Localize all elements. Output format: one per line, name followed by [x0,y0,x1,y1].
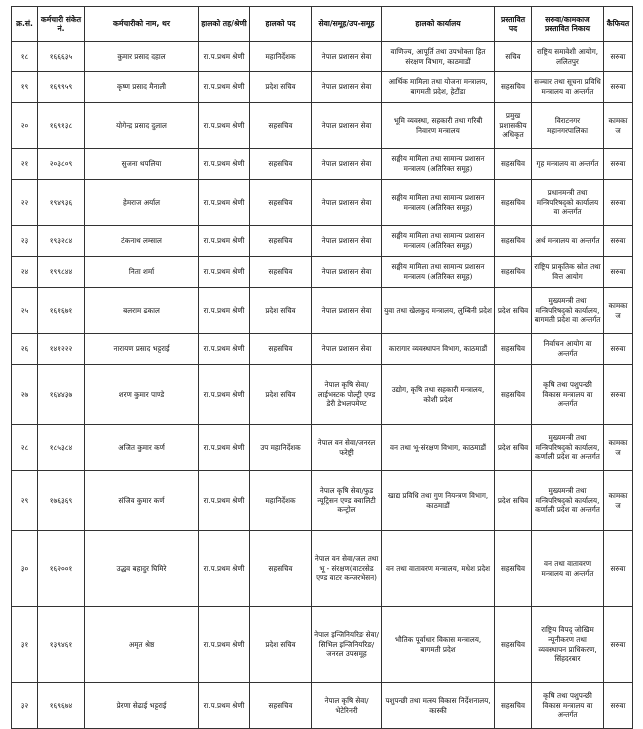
cell-remark: कामकाज [604,103,633,149]
table-header-row [12,7,633,42]
cell-service-group: नेपाल प्रशासन सेवा [312,257,382,288]
cell-current-office: भूमि व्यवस्था, सहकारी तथा गरिबी निवारण मन्त्रालय [382,103,495,149]
cell-service-group: नेपाल प्रशासन सेवा [312,180,382,226]
cell-current-level: रा.प.प्रथम श्रेणी [199,103,250,149]
cell-current-post: सहसचिव [250,531,312,607]
cell-serial-number: २६ [12,334,38,365]
cell-employee-name: अमृत श्रेष्ठ [85,607,199,683]
cell-current-office: सङ्घीय मामिला तथा सामान्य प्रशासन मन्त्रालय (अतिरिक्त समूह) [382,180,495,226]
cell-remark: सरुवा [604,226,633,257]
cell-serial-number: ३२ [12,683,38,729]
cell-service-group: नेपाल प्रशासन सेवा [312,42,382,72]
header-current-post: हालको पद [250,7,312,42]
cell-employee-name: कृष्ण प्रसाद मैनाली [85,72,199,103]
cell-proposed-body: राष्ट्रिय प्राकृतिक स्रोत तथा वित्त आयोग [532,257,604,288]
cell-proposed-body: वन तथा वातावरण मन्त्रालय वा अन्तर्गत [532,531,604,607]
cell-current-level: रा.प.प्रथम श्रेणी [199,334,250,365]
cell-current-office: खाद्य प्रविधि तथा गुण नियन्त्रण विभाग, काठमाडौं [382,471,495,531]
table-row [12,683,633,729]
table-row [12,471,633,531]
cell-current-office: कारागार व्यवस्थापन विभाग, काठमाडौं [382,334,495,365]
cell-service-group: नेपाल प्रशासन सेवा [312,149,382,180]
cell-serial-number: २५ [12,288,38,334]
cell-current-level: रा.प.प्रथम श्रेणी [199,42,250,72]
cell-remark: सरुवा [604,257,633,288]
header-proposed-post: प्रस्तावित पद [495,7,532,42]
cell-current-level: रा.प.प्रथम श्रेणी [199,607,250,683]
cell-service-group: नेपाल कृषि सेवा/लाईभस्टक पोल्ट्री एण्ड डेरी डेभलपमेण्ट [312,365,382,425]
cell-employee-code: १४१२२२ [38,334,85,365]
cell-employee-name: प्रेरणा सेढाई भट्टराई [85,683,199,729]
cell-serial-number: २० [12,103,38,149]
cell-current-level: रा.प.प्रथम श्रेणी [199,531,250,607]
table-row [12,365,633,425]
cell-employee-name: हेमराज अर्याल [85,180,199,226]
cell-current-office: सङ्घीय मामिला तथा सामान्य प्रशासन मन्त्रालय (अतिरिक्त समूह) [382,226,495,257]
table-row [12,149,633,180]
cell-current-level: रा.प.प्रथम श्रेणी [199,226,250,257]
header-employee-name: कर्मचारीको नाम, थर [85,7,199,42]
cell-employee-code: १६९१३८ [38,103,85,149]
cell-remark: सरुवा [604,365,633,425]
cell-current-post: सहसचिव [250,149,312,180]
cell-proposed-post: सचिव [495,42,532,72]
table-row [12,72,633,103]
cell-proposed-body: प्रधानमन्त्री तथा मन्त्रिपरिषद्को कार्यालय वा अन्तर्गत [532,180,604,226]
table-row [12,42,633,72]
table-row [12,226,633,257]
cell-proposed-body: कृषि तथा पशुपन्छी विकास मन्त्रालय वा अन्तर्गत [532,683,604,729]
cell-serial-number: ३० [12,531,38,607]
cell-current-level: रा.प.प्रथम श्रेणी [199,257,250,288]
cell-serial-number: २७ [12,365,38,425]
cell-employee-code: १६९९५९ [38,72,85,103]
cell-proposed-post: सहसचिव [495,149,532,180]
header-current-level: हालको तह/श्रेणी [199,7,250,42]
cell-current-office: सङ्घीय मामिला तथा सामान्य प्रशासन मन्त्रालय (अतिरिक्त समूह) [382,257,495,288]
cell-current-office: वन तथा भू-संरक्षण विभाग, काठमाडौं [382,425,495,471]
transfer-table-container [11,6,632,729]
cell-proposed-post: सहसचिव [495,226,532,257]
cell-proposed-body: राष्ट्रिय समावेशी आयोग, ललितपुर [532,42,604,72]
cell-remark: कामकाज [604,288,633,334]
cell-service-group: नेपाल कृषि सेवा/भेटेरिनरी [312,683,382,729]
cell-current-level: रा.प.प्रथम श्रेणी [199,425,250,471]
cell-current-level: रा.प.प्रथम श्रेणी [199,471,250,531]
cell-current-post: उप महानिर्देशक [250,425,312,471]
cell-proposed-body: मुख्यमन्त्री तथा मन्त्रिपरिषद्को कार्यालय, बागमती प्रदेश वा अन्तर्गत [532,288,604,334]
cell-remark: सरुवा [604,607,633,683]
cell-serial-number: २९ [12,471,38,531]
cell-current-post: सहसचिव [250,334,312,365]
header-employee-code: कर्मचारी संकेत नं. [38,7,85,42]
cell-service-group: नेपाल प्रशासन सेवा [312,103,382,149]
cell-remark: सरुवा [604,334,633,365]
cell-current-post: सहसचिव [250,103,312,149]
cell-remark: सरुवा [604,149,633,180]
cell-service-group: नेपाल प्रशासन सेवा [312,288,382,334]
cell-employee-code: २०३८०९ [38,149,85,180]
cell-proposed-post: सहसचिव [495,607,532,683]
cell-proposed-post: प्रदेश सचिव [495,471,532,531]
cell-remark: सरुवा [604,42,633,72]
cell-employee-code: १९९८४४ [38,257,85,288]
cell-current-office: वाणिज्य, आपूर्ति तथा उपभोक्ता हित संरक्षण विभाग, काठमाडौं [382,42,495,72]
cell-current-office: भौतिक पूर्वाधार विकास मन्त्रालय, बागमती प्रदेश [382,607,495,683]
cell-proposed-post: सहसचिव [495,334,532,365]
cell-employee-name: अजित कुमार कर्ण [85,425,199,471]
cell-current-level: रा.प.प्रथम श्रेणी [199,72,250,103]
cell-proposed-body: राष्ट्रिय विपद् जोखिम न्यूनीकरण तथा व्यवस्थापन प्राधिकरण, सिंहदरबार [532,607,604,683]
cell-current-post: महानिर्देशक [250,471,312,531]
cell-proposed-post: सहसचिव [495,72,532,103]
header-remark: कैफियत [604,7,633,42]
cell-service-group: नेपाल वन सेवा/जनरल फरेष्ट्री [312,425,382,471]
cell-proposed-body: सञ्चार तथा सूचना प्रविधि मन्त्रालय वा अन्तर्गत [532,72,604,103]
cell-employee-code: १७६३६९ [38,471,85,531]
cell-employee-name: योगेन्द्र प्रसाद दुलाल [85,103,199,149]
cell-current-post: सहसचिव [250,226,312,257]
header-current-office: हालको कार्यालय [382,7,495,42]
cell-employee-name: सुजना थपलिया [85,149,199,180]
cell-remark: कामकाज [604,425,633,471]
cell-current-office: वन तथा वातावरण मन्त्रालय, मधेश प्रदेश [382,531,495,607]
cell-proposed-body: मुख्यमन्त्री तथा मन्त्रिपरिषद्को कार्यालय, कर्णाली प्रदेश वा अन्तर्गत [532,425,604,471]
cell-proposed-body: अर्थ मन्त्रालय वा अन्तर्गत [532,226,604,257]
table-row [12,257,633,288]
cell-proposed-post: प्रदेश सचिव [495,425,532,471]
cell-proposed-post: सहसचिव [495,257,532,288]
cell-service-group: नेपाल वन सेवा/जल तथा भू - संरक्षण(वाटरसेड एण्ड वाटर कन्जरभेसन) [312,531,382,607]
cell-employee-code: १६६६३५ [38,42,85,72]
cell-employee-code: १८५३८४ [38,425,85,471]
cell-current-post: सहसचिव [250,180,312,226]
header-proposed-body: सरुवा/कामकाज प्रस्तावित निकाय [532,7,604,42]
cell-remark: सरुवा [604,531,633,607]
cell-current-post: सहसचिव [250,257,312,288]
cell-serial-number: १८ [12,42,38,72]
cell-employee-code: १९४९३६ [38,180,85,226]
table-row [12,531,633,607]
table-row [12,607,633,683]
cell-employee-code: १३९४६१ [38,607,85,683]
cell-employee-code: १६२००१ [38,531,85,607]
cell-current-post: प्रदेश सचिव [250,72,312,103]
cell-proposed-body: मुख्यमन्त्री तथा मन्त्रिपरिषद्को कार्यालय, कर्णाली प्रदेश वा अन्तर्गत [532,471,604,531]
cell-current-level: रा.प.प्रथम श्रेणी [199,365,250,425]
cell-current-level: रा.प.प्रथम श्रेणी [199,180,250,226]
cell-current-office: पशुपन्छी तथा मत्स्य विकास निर्देशनालय, कास्की [382,683,495,729]
table-row [12,288,633,334]
cell-current-post: प्रदेश सचिव [250,365,312,425]
transfer-table [11,6,633,729]
cell-employee-code: १६४४३७ [38,365,85,425]
cell-remark: सरुवा [604,683,633,729]
cell-proposed-body: कृषि तथा पशुपन्छी विकास मन्त्रालय वा अन्तर्गत [532,365,604,425]
table-row [12,180,633,226]
cell-service-group: नेपाल इन्जिनियरिङ सेवा/सिभिल इन्जिनियरिङ/जनरल उपसमूह [312,607,382,683]
cell-current-post: प्रदेश सचिव [250,288,312,334]
cell-proposed-post: प्रमुख प्रशासकीय अधिकृत [495,103,532,149]
cell-proposed-post: सहसचिव [495,531,532,607]
cell-employee-name: उद्धव बहादुर घिमिरे [85,531,199,607]
cell-employee-name: कुमार प्रसाद दहाल [85,42,199,72]
cell-service-group: नेपाल कृषि सेवा/फुड न्यूट्रिसन एण्ड क्वालिटी कन्ट्रोल [312,471,382,531]
cell-current-level: रा.प.प्रथम श्रेणी [199,683,250,729]
header-service-group: सेवा/समूह/उप-समूह [312,7,382,42]
cell-serial-number: २८ [12,425,38,471]
cell-serial-number: ३१ [12,607,38,683]
cell-current-post: सहसचिव [250,683,312,729]
cell-current-office: आर्थिक मामिला तथा योजना मन्त्रालय, बागमती प्रदेश, हेटौंडा [382,72,495,103]
cell-proposed-post: प्रदेश सचिव [495,288,532,334]
cell-current-post: प्रदेश सचिव [250,607,312,683]
cell-proposed-post: सहसचिव [495,683,532,729]
cell-employee-name: नारायण प्रसाद भट्टराई [85,334,199,365]
cell-current-level: रा.प.प्रथम श्रेणी [199,149,250,180]
table-row [12,334,633,365]
cell-employee-name: संजिव कुमार कर्ण [85,471,199,531]
cell-proposed-body: निर्वाचन आयोग वा अन्तर्गत [532,334,604,365]
cell-employee-code: १६१६७१ [38,288,85,334]
cell-serial-number: २१ [12,149,38,180]
cell-serial-number: २३ [12,226,38,257]
cell-remark: सरुवा [604,72,633,103]
cell-proposed-post: सहसचिव [495,180,532,226]
table-row [12,103,633,149]
cell-service-group: नेपाल प्रशासन सेवा [312,226,382,257]
cell-employee-code: १६९६७४ [38,683,85,729]
cell-current-post: महानिर्देशक [250,42,312,72]
cell-current-office: उद्योग, कृषि तथा सहकारी मन्त्रालय, कोशी प्रदेश [382,365,495,425]
cell-serial-number: १९ [12,72,38,103]
cell-proposed-body: गृह मन्त्रालय वा अन्तर्गत [532,149,604,180]
cell-serial-number: २२ [12,180,38,226]
cell-remark: सरुवा [604,180,633,226]
cell-employee-name: शरण कुमार पाण्डे [85,365,199,425]
cell-remark: कामकाज [604,471,633,531]
table-row [12,425,633,471]
cell-employee-code: १९३२८४ [38,226,85,257]
cell-proposed-post: सहसचिव [495,365,532,425]
cell-employee-name: टंकनाथ लम्साल [85,226,199,257]
cell-current-office: युवा तथा खेलकुद मन्त्रालय, लुम्बिनी प्रदेश [382,288,495,334]
header-sn: क्र.सं. [12,7,38,42]
cell-service-group: नेपाल प्रशासन सेवा [312,72,382,103]
cell-employee-name: निता शर्मा [85,257,199,288]
cell-current-level: रा.प.प्रथम श्रेणी [199,288,250,334]
cell-proposed-body: विराटनगर महानगरपालिका [532,103,604,149]
cell-serial-number: २४ [12,257,38,288]
cell-current-office: सङ्घीय मामिला तथा सामान्य प्रशासन मन्त्रालय (अतिरिक्त समूह) [382,149,495,180]
cell-service-group: नेपाल प्रशासन सेवा [312,334,382,365]
cell-employee-name: बलराम ढकाल [85,288,199,334]
